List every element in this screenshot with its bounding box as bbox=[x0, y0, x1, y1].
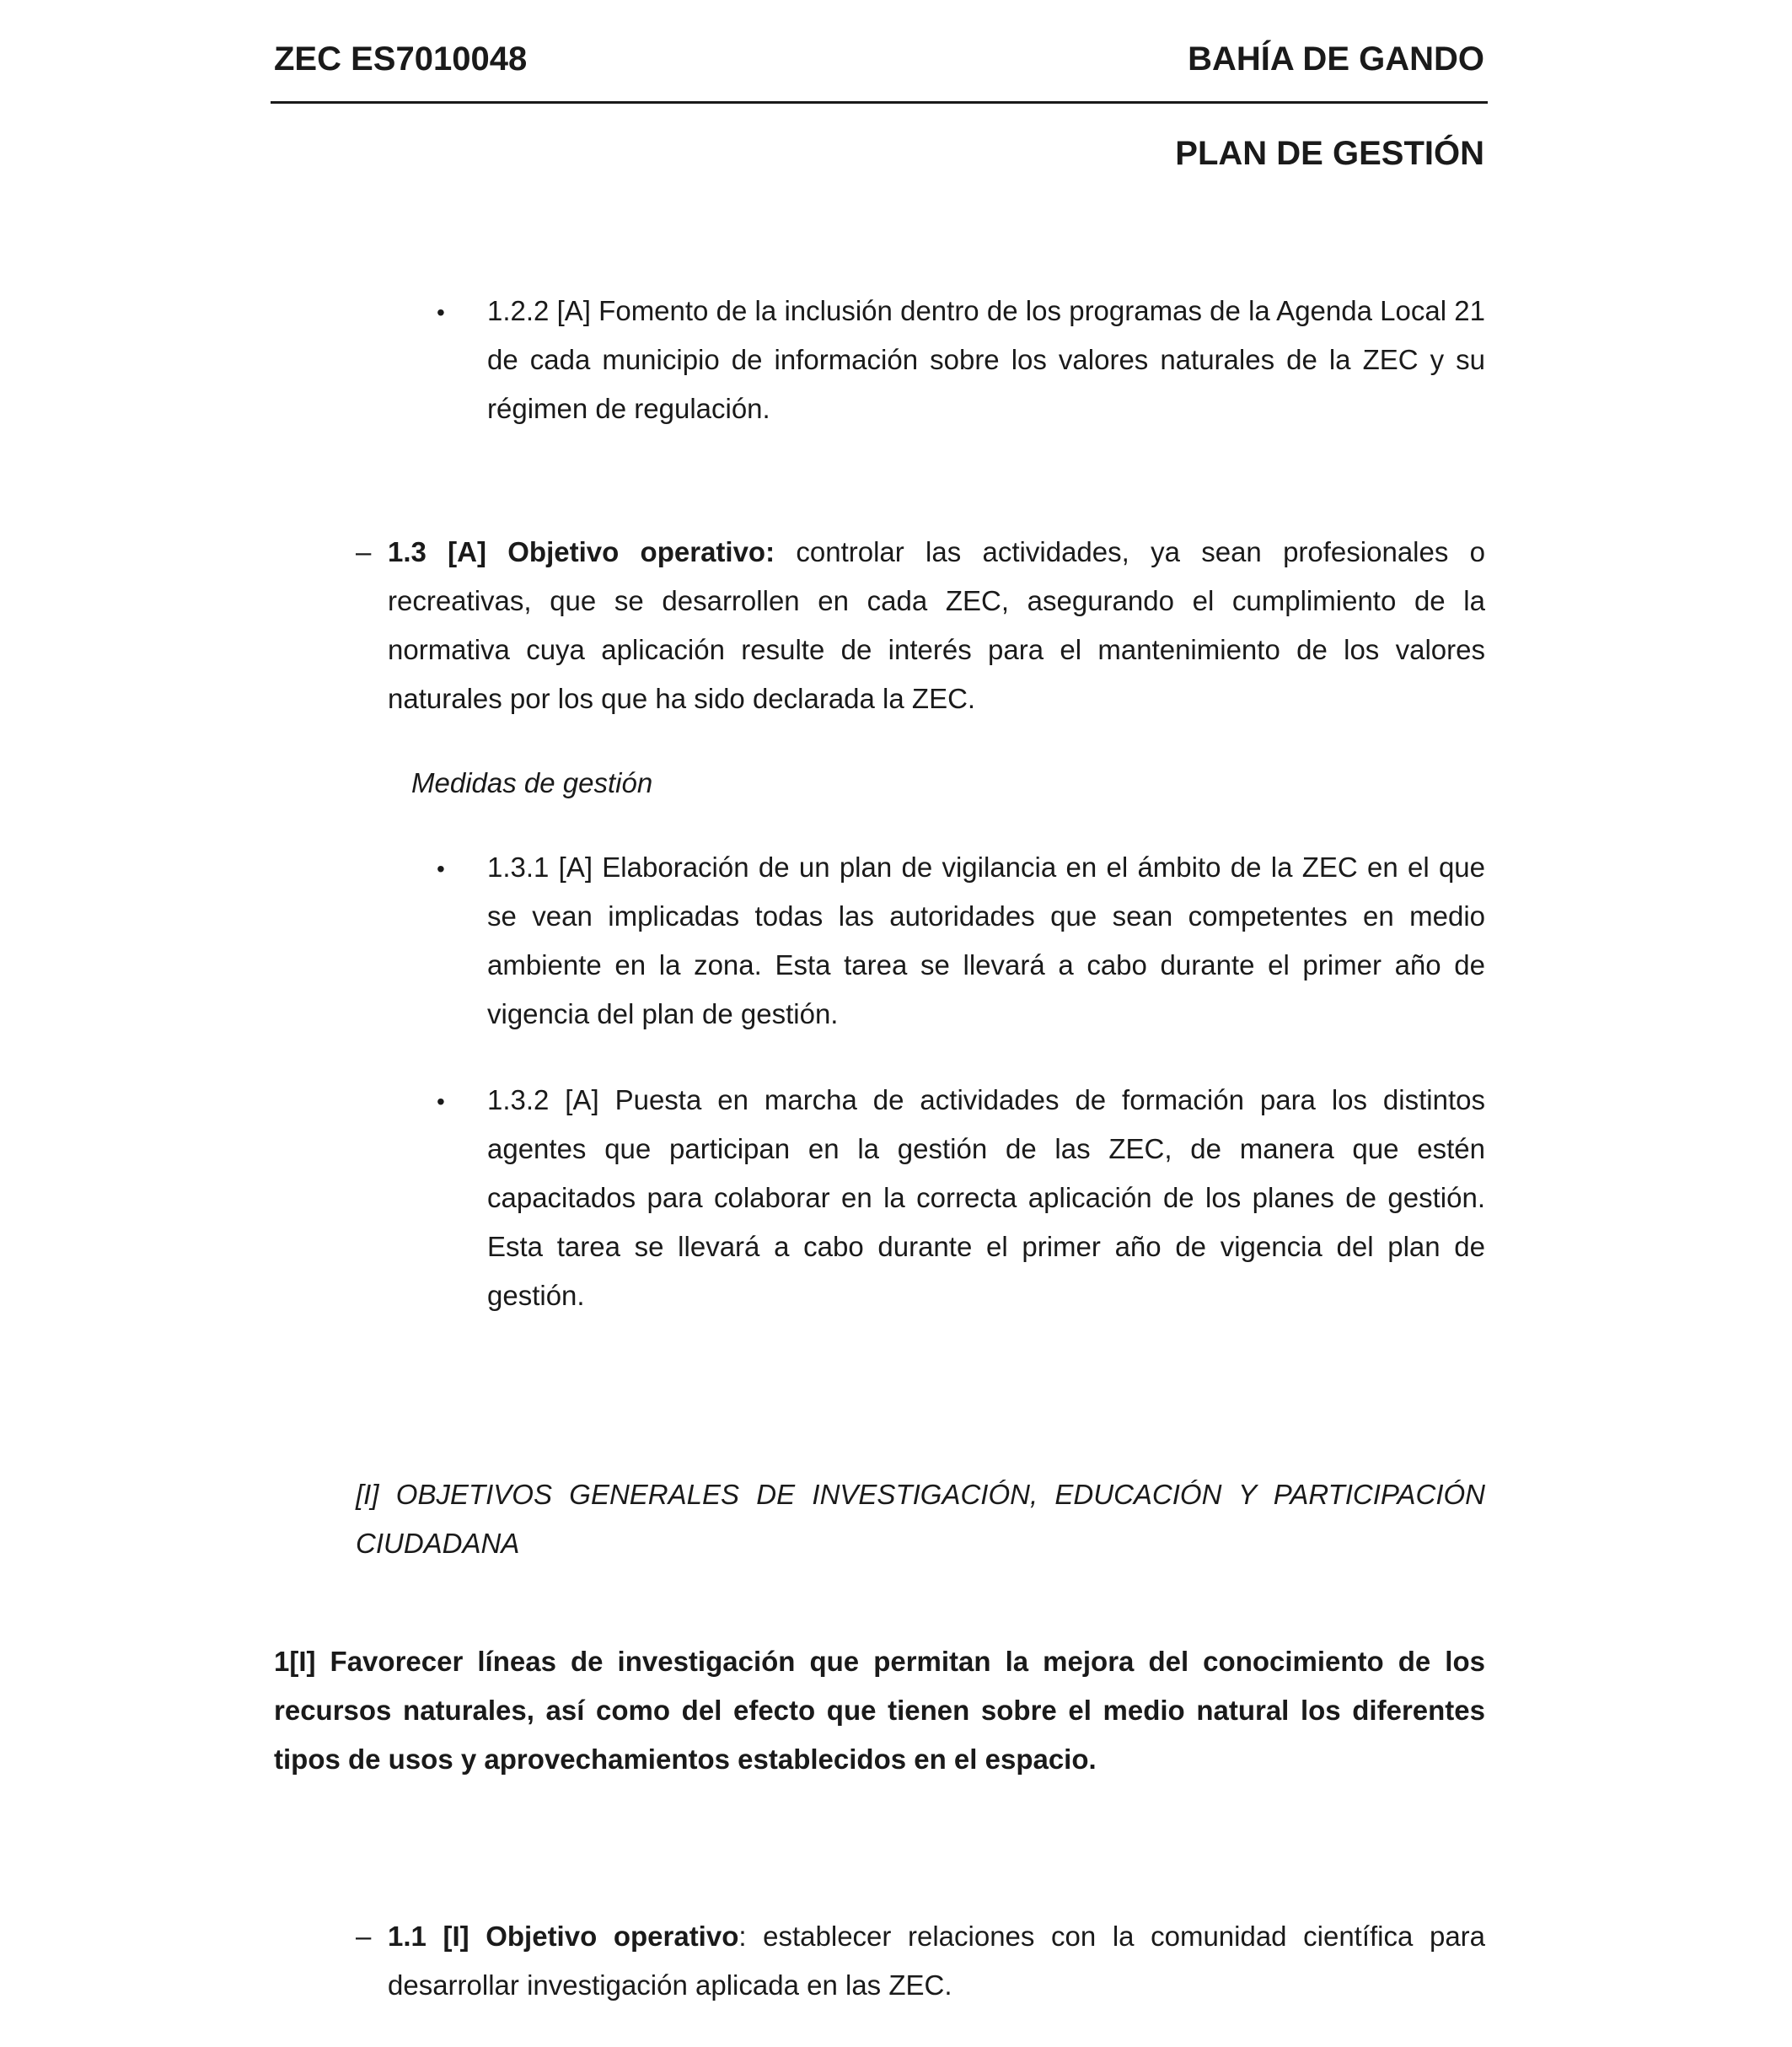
measure-1-3-2: 1.3.2 [A] Puesta en marcha de actividades de formación para los distintos agentes que participan en la gestión de las ZEC, de manera que estén capacitados para colaborar en la correcta aplicación de los planes de gestión. Esta tarea se llevará a cabo durante el primer año de vigencia del plan de gestión. bbox=[487, 1084, 1485, 1311]
dash-icon: – bbox=[356, 536, 372, 567]
measure-1-2-2: 1.2.2 [A] Fomento de la inclusión dentro de los programas de la Agenda Local 21 de cada municipio de información sobre los valores naturales de la ZEC y su régimen de regulación. bbox=[487, 295, 1485, 424]
objective-1-3 bbox=[388, 528, 1485, 723]
objective-1-3-label: 1.3 [A] Objetivo operativo: bbox=[388, 536, 775, 567]
measures-heading: Medidas de gestión bbox=[411, 767, 653, 798]
objective-1-3-text: controlar las actividades, ya sean profesionales o recreativas, que se desarrollen en cada ZEC, asegurando el cumplimiento de la normativa cuya aplicación resulte de interés para el mantenimiento de los valores naturales por los que ha sido declarada la ZEC. bbox=[388, 536, 1486, 714]
general-objectives-heading: [I] OBJETIVOS GENERALES DE INVESTIGACIÓN, EDUCACIÓN Y PARTICIPACIÓN CIUDADANA bbox=[356, 1479, 1485, 1559]
header-site-name: BAHÍA DE GANDO bbox=[1188, 40, 1484, 78]
bullet-icon: • bbox=[437, 856, 445, 882]
objective-1-1-i bbox=[388, 1912, 1485, 2010]
page-header bbox=[271, 34, 1488, 104]
goal-1-i: 1[I] Favorecer líneas de investigación que permitan la mejora del conocimiento de los recursos naturales, así como del efecto que tienen sobre el medio natural los diferentes tipos de usos y aprovechamientos establecidos en el espacio. bbox=[274, 1646, 1485, 1775]
measure-1-3-1: 1.3.1 [A] Elaboración de un plan de vigilancia en el ámbito de la ZEC en el que se vean implicadas todas las autoridades que sean competentes en medio ambiente en la zona. Esta tarea se llevará a cabo durante el primer año de vigencia del plan de gestión. bbox=[487, 852, 1485, 1029]
header-site-code: ZEC ES7010048 bbox=[274, 40, 528, 78]
bullet-icon: • bbox=[437, 299, 445, 325]
objective-1-1-i-text: : establecer relaciones con la comunidad científica para desarrollar investigación aplicada en las ZEC. bbox=[388, 1921, 1486, 2001]
objective-1-1-i-label: 1.1 [I] Objetivo operativo bbox=[388, 1921, 739, 1952]
bullet-icon: • bbox=[437, 1088, 445, 1115]
document-title: PLAN DE GESTIÓN bbox=[1175, 135, 1484, 172]
dash-icon: – bbox=[356, 1921, 372, 1952]
